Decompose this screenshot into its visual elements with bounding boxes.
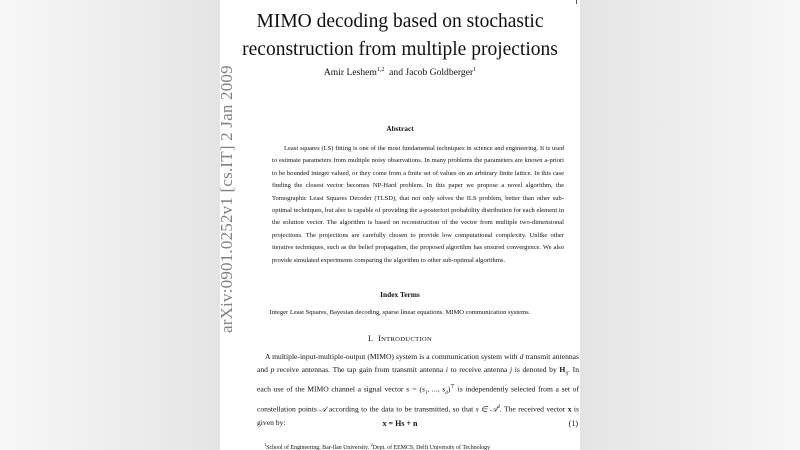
author-affiliation: 1,2 bbox=[376, 67, 385, 73]
section-heading bbox=[220, 334, 580, 343]
intro-paragraph bbox=[257, 350, 579, 429]
math-s-in-A: s ∈ 𝒜 bbox=[475, 404, 498, 414]
math-j: j bbox=[510, 365, 513, 375]
intro-text: is given by: bbox=[257, 404, 580, 427]
page-edge-mark bbox=[576, 0, 577, 4]
math-sup-d: d bbox=[497, 404, 500, 410]
intro-text: . In each use of the MIMO channel a signal vector bbox=[257, 365, 579, 394]
paper-title-line2: reconstruction from multiple projections bbox=[242, 39, 558, 60]
index-terms-text: Integer Least Squares, Bayesian decoding, sparse linear equations. MIMO communication systems. bbox=[269, 309, 531, 316]
authors bbox=[220, 67, 580, 78]
math-H: H bbox=[559, 365, 566, 375]
paper-title-line1: MIMO decoding based on stochastic bbox=[256, 11, 544, 32]
math-i: i bbox=[445, 365, 448, 375]
intro-text: receive antennas. The tap gain from transmit antenna bbox=[274, 365, 446, 375]
intro-text: . The received vector bbox=[499, 404, 568, 414]
left-background bbox=[0, 0, 220, 450]
right-background bbox=[580, 0, 800, 450]
intro-text: is independently selected from a set of constellation points bbox=[257, 384, 579, 414]
arxiv-stamp: arXiv:0901.0252v1 [cs.IT] 2 Jan 2009 bbox=[217, 65, 236, 333]
equation-expression bbox=[220, 419, 580, 428]
document-page bbox=[220, 0, 580, 450]
math-sub: d bbox=[445, 391, 448, 397]
author-affiliation: 1 bbox=[473, 67, 477, 73]
math-p: p bbox=[270, 365, 275, 375]
section-first-letter: I bbox=[378, 334, 382, 343]
equation-number: (1) bbox=[568, 419, 578, 428]
footnote-affiliation-1: School of Engineering, Bar-Ilan University. bbox=[266, 444, 370, 450]
footnote bbox=[264, 442, 574, 450]
footnote-mark: 2 bbox=[370, 442, 373, 447]
math-ij: ij bbox=[565, 371, 569, 377]
index-terms-heading: Index Terms bbox=[380, 290, 420, 299]
intro-text: according to the data to be transmitted, so that bbox=[326, 404, 476, 414]
footnote-affiliation-2: Dept. of EEMCS, Delft University of Technology bbox=[372, 444, 491, 450]
math-x: x bbox=[567, 404, 572, 414]
equation bbox=[220, 419, 580, 433]
equation-text: x = Hs + n bbox=[382, 419, 418, 428]
math-s-vector: s = (s bbox=[406, 384, 425, 394]
math-A: 𝒜 bbox=[319, 404, 327, 414]
intro-text: is denoted by bbox=[512, 365, 560, 375]
footnote-mark: 1 bbox=[264, 442, 267, 447]
math-dots: , ..., s bbox=[427, 384, 446, 394]
math-sub: 1 bbox=[424, 391, 428, 397]
section-title-rest: NTRODUCTION bbox=[381, 336, 433, 343]
author-name: Jacob Goldberger bbox=[405, 67, 474, 79]
intro-text: A multiple-input-multiple-output (MIMO) system is a communication system with bbox=[265, 352, 520, 361]
abstract-text: Least squares (LS) fitting is one of the most fundamental techniques in science and engineering. It is used to estimate parameters from multiple noisy observations. In many problems the parameters are known a-priori to be bounded integer valued, or they come from a finite set of values on an arbitrary finite lattice. In this case finding the closest vector becomes NP-Hard problem. In this paper we propose a novel algorithm, the Tomographic Least Squares Decoder (TLSD), that not only solves the ILS problem, better than other sub-optimal techniques, but also is capable of providing the a-posteriori probability distribution for each element in the solution vector. The algorithm is based on reconstruction of the vector from multiple two-dimensional projections. The projections are carefully chosen to provide low computational complexity. Unlike other iterative techniques, such as the belief propagation, the proposed algorithm has ensured convergence. We also provide simulated experiments comparing the algorithm to other sub-optimal algorithms. bbox=[272, 145, 564, 264]
math-transpose: ⊤ bbox=[450, 385, 455, 391]
math-d: d bbox=[519, 352, 524, 361]
abstract-heading: Abstract bbox=[386, 124, 414, 133]
intro-text: transmit antennas and bbox=[257, 352, 579, 375]
intro-text: to receive antenna bbox=[448, 365, 511, 375]
author-and: and bbox=[389, 67, 403, 79]
section-number: I. bbox=[367, 334, 374, 343]
author-name: Amir Leshem bbox=[323, 67, 377, 79]
math-paren: ) bbox=[447, 384, 451, 394]
